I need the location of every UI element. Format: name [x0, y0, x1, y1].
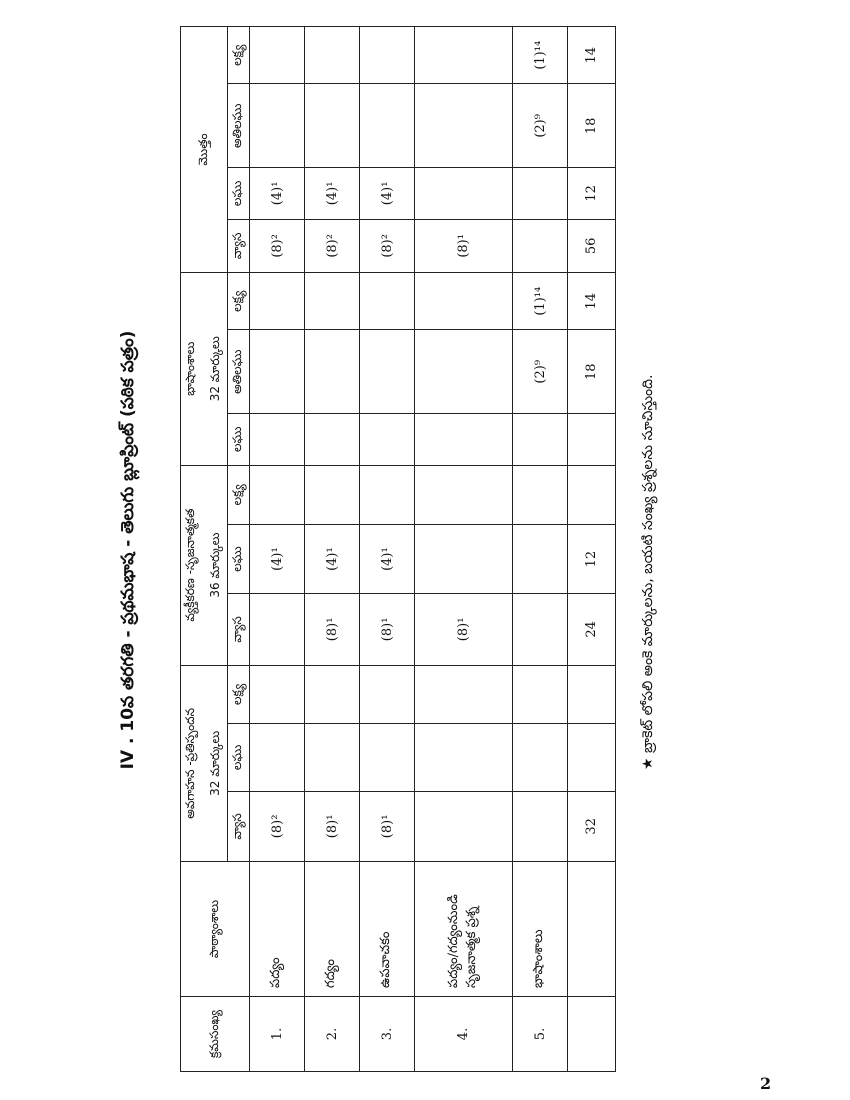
blueprint-cell [305, 665, 360, 723]
serial-cell: 2. [305, 997, 360, 1072]
blueprint-cell: (8)² [305, 219, 360, 272]
blueprint-cell: (8)² [360, 219, 415, 272]
sub-header: అతిలఘు [228, 84, 250, 168]
serial-cell: 3. [360, 997, 415, 1072]
blueprint-cell [513, 665, 568, 723]
blueprint-cell: (4)¹ [250, 168, 305, 219]
total-cell [568, 724, 616, 792]
blueprint-cell: (8)² [250, 791, 305, 861]
blueprint-cell [513, 525, 568, 594]
blueprint-cell [415, 724, 513, 792]
blueprint-cell [305, 724, 360, 792]
sub-header: లఘు [228, 525, 250, 594]
blueprint-cell [360, 330, 415, 414]
blueprint-cell: (8)¹ [305, 594, 360, 666]
blueprint-cell [415, 465, 513, 525]
lesson-cell: భాషాంశాలు [513, 862, 568, 997]
blueprint-cell [513, 465, 568, 525]
blueprint-cell [250, 273, 305, 330]
blueprint-cell: (2)⁹ [513, 330, 568, 414]
blueprint-cell [250, 330, 305, 414]
sub-header: వ్యాస [228, 594, 250, 666]
sub-header: లఘు [228, 724, 250, 792]
lesson-cell: పద్యం/గద్యంనుండి సృజనాత్మక ప్రశ్న [415, 862, 513, 997]
blueprint-cell [250, 414, 305, 465]
blueprint-cell: (8)¹ [360, 791, 415, 861]
total-cell: 18 [568, 84, 616, 168]
blueprint-cell [250, 27, 305, 85]
blueprint-cell [415, 84, 513, 168]
total-cell [568, 665, 616, 723]
blueprint-cell: (4)¹ [360, 525, 415, 594]
footnote: ★ బ్రాకెట్ లోపలి అంకె మార్కులను, బయటి సంఖ్య ప్రశ్నలను సూచిస్తుంది. [640, 374, 656, 770]
blueprint-cell: (4)¹ [250, 525, 305, 594]
blueprint-cell [250, 724, 305, 792]
blueprint-cell [415, 525, 513, 594]
blueprint-cell [360, 465, 415, 525]
total-cell: 32 [568, 791, 616, 861]
blueprint-cell [250, 84, 305, 168]
table-row [415, 27, 513, 1072]
serial-cell: 5. [513, 997, 568, 1072]
sub-header: లఘు [228, 168, 250, 219]
section-header: అవగాహన -ప్రతిస్పందన 32 మార్కులు [181, 665, 228, 861]
section-header: మొత్తం [181, 27, 228, 273]
blueprint-cell: (8)² [250, 219, 305, 272]
blueprint-cell [415, 414, 513, 465]
blueprint-cell [513, 594, 568, 666]
blueprint-cell: (8)¹ [415, 594, 513, 666]
blueprint-cell [360, 273, 415, 330]
blueprint-cell [415, 168, 513, 219]
sub-header: లక్ష్య [228, 665, 250, 723]
blueprint-cell [305, 465, 360, 525]
table-row [360, 27, 415, 1072]
sub-header: లక్ష్య [228, 273, 250, 330]
blueprint-cell: (4)¹ [305, 525, 360, 594]
total-cell: 14 [568, 27, 616, 85]
sub-header: వ్యాస [228, 791, 250, 861]
blueprint-cell [305, 330, 360, 414]
blueprint-cell: (2)⁹ [513, 84, 568, 168]
blueprint-cell [415, 27, 513, 85]
lesson-cell: గద్యం [305, 862, 360, 997]
blueprint-cell: (1)¹⁴ [513, 273, 568, 330]
totals-spacer [568, 997, 616, 1072]
blueprint-cell [415, 791, 513, 861]
blueprint-cell [513, 414, 568, 465]
sub-header: వ్యాస [228, 219, 250, 272]
serial-header: క్రమసంఖ్య [181, 997, 250, 1072]
blueprint-cell [360, 665, 415, 723]
sub-header: లక్ష్య [228, 27, 250, 85]
serial-cell: 4. [415, 997, 513, 1072]
totals-row [568, 27, 616, 1072]
total-cell [568, 465, 616, 525]
serial-cell: 1. [250, 997, 305, 1072]
blueprint-cell: (1)¹⁴ [513, 27, 568, 85]
total-cell: 14 [568, 273, 616, 330]
blueprint-cell: (4)¹ [305, 168, 360, 219]
blueprint-cell [250, 594, 305, 666]
table-row [250, 27, 305, 1072]
table-row [513, 27, 568, 1072]
section-header: భాషాంశాలు 32 మార్కులు [181, 273, 228, 466]
sub-header: లక్ష్య [228, 465, 250, 525]
totals-spacer [568, 862, 616, 997]
table-row [305, 27, 360, 1072]
blueprint-cell [250, 465, 305, 525]
blueprint-table [180, 26, 616, 1072]
blueprint-cell [415, 273, 513, 330]
blueprint-cell [513, 724, 568, 792]
lesson-cell: ఉపవాచకం [360, 862, 415, 997]
blueprint-cell [360, 27, 415, 85]
blueprint-cell: (8)¹ [415, 219, 513, 272]
blueprint-cell [513, 791, 568, 861]
blueprint-cell: (4)¹ [360, 168, 415, 219]
blueprint-cell [360, 414, 415, 465]
blueprint-cell: (8)¹ [305, 791, 360, 861]
blueprint-cell [415, 330, 513, 414]
page-number: 2 [760, 1074, 772, 1093]
blueprint-cell [415, 665, 513, 723]
blueprint-cell [360, 84, 415, 168]
blueprint-cell [305, 84, 360, 168]
blueprint-cell [513, 219, 568, 272]
sub-header: అతిలఘు [228, 330, 250, 414]
section-header: వ్యక్తీకరణ -సృజనాత్మకత 36 మార్కులు [181, 465, 228, 665]
blueprint-cell [305, 27, 360, 85]
total-cell: 12 [568, 168, 616, 219]
page-title: IV . 10వ తరగతి - ప్రథమభాష - తెలుగు బ్లూప్రింట్ (పఠిక పత్రం) [118, 330, 138, 770]
blueprint-cell [305, 414, 360, 465]
blueprint-cell [250, 665, 305, 723]
blueprint-cell [360, 724, 415, 792]
total-cell: 18 [568, 330, 616, 414]
sub-header: లఘు [228, 414, 250, 465]
total-cell: 12 [568, 525, 616, 594]
total-cell: 24 [568, 594, 616, 666]
blueprint-cell [513, 168, 568, 219]
lesson-cell: పద్యం [250, 862, 305, 997]
total-cell: 56 [568, 219, 616, 272]
total-cell [568, 414, 616, 465]
lessons-header: పాఠ్యాంశాలు [181, 862, 250, 997]
blueprint-cell [305, 273, 360, 330]
blueprint-cell: (8)¹ [360, 594, 415, 666]
